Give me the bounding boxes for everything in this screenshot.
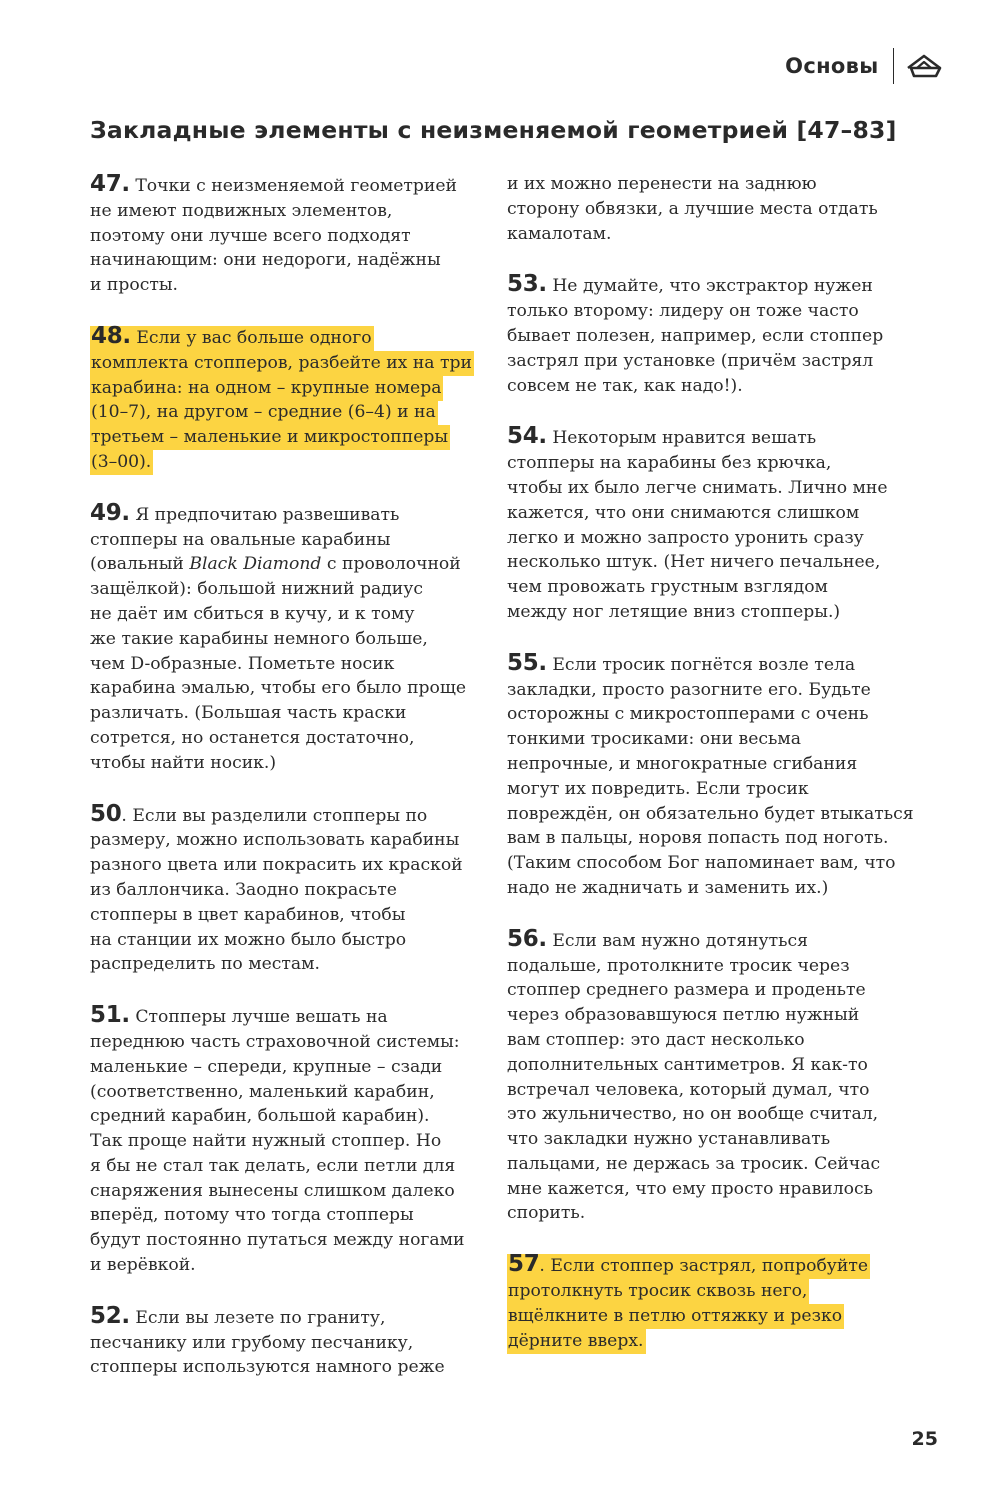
tip-text: и их можно перенести на заднюю — [507, 174, 817, 194]
text-line — [90, 1179, 490, 1204]
right-column — [507, 172, 914, 1379]
text-line — [90, 376, 490, 401]
tip-text: камалотам. — [507, 223, 612, 244]
text-line — [507, 678, 907, 703]
text-line — [90, 1104, 490, 1129]
numbered-tip — [507, 927, 907, 1227]
text-line — [90, 701, 490, 726]
tip-text: вам в пальцы, норовя попасть под ноготь. — [507, 828, 889, 849]
numbered-tip — [507, 649, 914, 901]
tip-text: же такие карабины немного больше, — [90, 628, 428, 649]
numbered-tip — [507, 272, 907, 398]
tip-text: Если тросик погнётся возле тела — [546, 654, 856, 675]
text-line — [90, 1080, 490, 1105]
tip-text: маленькие – спереди, крупные – сзади — [90, 1056, 443, 1077]
page-number: 25 — [911, 1428, 938, 1450]
tip-number: 47. — [90, 171, 130, 197]
tip-text: кажется, что они снимаются слишком — [507, 502, 860, 523]
tip-text: распределить по местам. — [90, 954, 320, 975]
numbered-tip — [507, 1252, 907, 1353]
tip-text: протолкнуть тросик сквозь него, — [508, 1281, 808, 1302]
tip-text: стопперы в цвет карабинов, чтобы — [90, 904, 406, 925]
text-line — [507, 802, 914, 827]
text-line — [507, 526, 907, 551]
tip-text: через образовавшуюся петлю нужный — [507, 1005, 860, 1026]
text-line — [507, 1252, 907, 1279]
tip-text: комплекта стопперов, разбейте их на три — [91, 352, 472, 373]
text-line — [90, 726, 490, 751]
text-line — [90, 1304, 490, 1331]
text-line — [507, 702, 907, 727]
left-column — [90, 172, 490, 1406]
tip-text: третьем – маленькие и микростопперы — [91, 427, 449, 448]
tip-text: (Таким способом Бог напоминает вам, что — [507, 853, 896, 874]
text-line — [507, 752, 907, 777]
text-line — [507, 851, 907, 876]
text-line — [507, 727, 907, 752]
tip-number: 53. — [507, 271, 547, 298]
running-header — [785, 48, 942, 84]
tip-number: 48. — [91, 322, 131, 349]
tip-text: сторону обвязки, а лучшие места отдать — [507, 198, 878, 219]
tip-number: 51. — [90, 1002, 130, 1029]
text-line — [90, 903, 490, 928]
tip-number: 56. — [507, 925, 547, 952]
text-line — [90, 602, 490, 627]
tip-text: подальше, протолкните тросик через — [507, 955, 850, 976]
tip-number: 50 — [90, 800, 122, 827]
tip-text: вперёд, потому что тогда стопперы — [90, 1205, 414, 1226]
tip-text: будут постоянно путаться между ногами — [90, 1230, 465, 1251]
tip-number: 57 — [508, 1251, 540, 1278]
tip-text: карабина эмалью, чтобы его было проще — [90, 678, 467, 699]
text-line — [507, 1152, 907, 1177]
page-title: Закладные элементы с неизменяемой геометрией [47–83] — [90, 116, 897, 144]
tip-text: это жульничество, но он вообще считал, — [507, 1104, 879, 1125]
tip-text: повреждён, он обязательно будет втыкаться — [507, 803, 914, 824]
text-line — [90, 928, 490, 953]
tip-text: чтобы их было легче снимать. Лично мне — [507, 477, 888, 498]
text-line — [507, 550, 907, 575]
text-line — [90, 400, 490, 425]
text-line — [507, 600, 907, 625]
text-line — [90, 224, 490, 249]
text-line — [90, 1203, 490, 1228]
tip-text: . Если вы разделили стопперы по — [121, 805, 428, 826]
tip-text: сотрется, но останется достаточно, — [90, 727, 415, 748]
header-divider — [893, 48, 895, 84]
tip-text: (соответственно, маленький карабин, — [90, 1081, 435, 1102]
text-line — [90, 1030, 490, 1055]
text-line — [90, 1003, 490, 1030]
tip-text: чтобы найти носик.) — [90, 752, 277, 773]
numbered-tip — [507, 172, 907, 246]
numbered-tip — [90, 501, 490, 776]
tip-text: осторожны с микростопперами с очень — [507, 704, 869, 725]
text-line — [90, 676, 490, 701]
text-line — [507, 324, 907, 349]
text-line — [90, 802, 490, 829]
tip-text: . Если стоппер застрял, попробуйте — [539, 1256, 869, 1277]
text-line — [90, 425, 490, 450]
tip-text: из баллончика. Заодно покрасьте — [90, 879, 397, 900]
text-line — [90, 1129, 490, 1154]
text-line — [507, 197, 907, 222]
tip-text: не даёт им сбиться в кучу, и к тому — [90, 603, 415, 624]
tip-text: Если вы лезете по граниту, — [129, 1307, 386, 1328]
tip-number: 55. — [507, 649, 547, 676]
tip-text: Так проще найти нужный стоппер. Но — [90, 1131, 442, 1152]
text-line — [507, 1177, 907, 1202]
text-line — [507, 927, 907, 954]
tip-text: дёрните вверх. — [508, 1330, 644, 1351]
tip-text: вщёлкните в петлю оттяжку и резко — [508, 1305, 843, 1326]
tip-text: стоппер среднего размера и проденьте — [507, 980, 866, 1001]
text-line — [507, 222, 907, 247]
section-name: Основы — [785, 54, 879, 78]
tip-text: я бы не стал так делать, если петли для — [90, 1155, 456, 1176]
text-line — [507, 651, 907, 678]
tip-number: 52. — [90, 1302, 130, 1329]
text-line — [90, 501, 490, 528]
text-line — [507, 1028, 907, 1053]
tip-text: (3–00). — [91, 451, 152, 472]
tip-text: Стопперы лучше вешать на — [129, 1007, 388, 1028]
text-line — [507, 451, 907, 476]
text-line — [507, 1201, 907, 1226]
tip-text: и верёвкой. — [90, 1255, 196, 1276]
tip-text: стопперы на карабины без крючка, — [507, 453, 832, 474]
tip-text: Я предпочитаю развешивать — [129, 504, 400, 525]
text-line — [507, 1304, 907, 1329]
tip-text: бывает полезен, например, если стоппер — [507, 325, 884, 346]
tip-text: могут их повредить. Если тросик — [507, 778, 809, 799]
text-line — [90, 450, 490, 475]
text-line — [507, 575, 907, 600]
text-line — [90, 273, 490, 298]
text-line — [90, 199, 490, 224]
text-line — [507, 1003, 907, 1028]
tip-text: пальцами, не держась за тросик. Сейчас — [507, 1153, 881, 1174]
text-line — [90, 1253, 490, 1278]
tip-text: средний карабин, большой карабин). — [90, 1106, 430, 1127]
tip-text: надо не жадничать и заменить их.) — [507, 877, 829, 898]
text-line — [90, 751, 490, 776]
tip-text: Если у вас больше одного — [130, 327, 372, 348]
tip-text: карабина: на одном – крупные номера — [91, 377, 442, 398]
text-line — [507, 826, 907, 851]
text-line — [90, 1228, 490, 1253]
text-line — [507, 349, 907, 374]
text-line — [507, 777, 907, 802]
text-line — [90, 577, 490, 602]
tip-text: стопперы используются намного реже — [90, 1357, 445, 1378]
text-line — [507, 1053, 907, 1078]
text-line — [507, 1102, 907, 1127]
text-line — [507, 1329, 907, 1354]
text-line — [90, 853, 490, 878]
tip-text: Точки с неизменяемой геометрией — [129, 176, 458, 196]
text-line — [507, 1279, 907, 1304]
text-line — [90, 878, 490, 903]
tip-text: на станции их можно было быстро — [90, 929, 407, 950]
text-line — [507, 172, 907, 197]
tip-text: совсем не так, как надо!). — [507, 375, 743, 396]
tip-text: стопперы на овальные карабины — [90, 529, 391, 550]
tip-text: снаряжения вынесены слишком далеко — [90, 1180, 455, 1201]
tip-text: закладки, просто разогните его. Будьте — [507, 679, 871, 700]
tip-text: непрочные, и многократные сгибания — [507, 753, 858, 774]
text-line — [507, 272, 907, 299]
numbered-tip — [507, 424, 907, 624]
text-line — [507, 876, 907, 901]
tip-text: встречал человека, который думал, что — [507, 1079, 870, 1100]
numbered-tip — [90, 1003, 490, 1278]
tip-text: (10–7), на другом – средние (6–4) и на — [91, 402, 436, 423]
tip-text: что закладки нужно устанавливать — [507, 1129, 831, 1150]
tip-text: легко и можно запросто уронить сразу — [507, 527, 864, 548]
text-line — [507, 501, 907, 526]
text-line — [90, 351, 490, 376]
text-line — [90, 528, 490, 553]
tip-text: не имеют подвижных элементов, — [90, 200, 393, 221]
text-line — [90, 828, 490, 853]
tip-text: начинающим: они недороги, надёжны — [90, 250, 441, 271]
text-line — [90, 1331, 490, 1356]
tip-text: тонкими тросиками: они весьма — [507, 729, 801, 750]
tip-number: 54. — [507, 423, 547, 450]
text-line — [507, 954, 907, 979]
tip-text: вам стоппер: это даст несколько — [507, 1029, 805, 1050]
tip-text: Если вам нужно дотянуться — [546, 930, 808, 951]
text-line — [507, 476, 907, 501]
tip-text: (овальный Black Diamond с проволочной — [90, 554, 461, 575]
tip-text: мне кажется, что ему просто нравилось — [507, 1178, 873, 1199]
text-line — [90, 627, 490, 652]
tip-text: чем провожать грустным взглядом — [507, 577, 828, 598]
mountain-logo-icon — [906, 52, 942, 80]
tip-text: переднюю часть страховочной системы: — [90, 1031, 460, 1052]
tip-number: 49. — [90, 499, 130, 526]
tip-text: и просты. — [90, 275, 179, 296]
text-line — [90, 1055, 490, 1080]
tip-text: несколько штук. (Нет ничего печальнее, — [507, 552, 881, 573]
tip-text: дополнительных сантиметров. Я как-то — [507, 1054, 868, 1075]
tip-text: чем D-образные. Пометьте носик — [90, 653, 395, 674]
tip-text: Не думайте, что экстрактор нужен — [546, 276, 873, 297]
tip-text: размеру, можно использовать карабины — [90, 830, 460, 851]
text-line — [90, 552, 490, 577]
numbered-tip — [90, 324, 490, 475]
text-line — [90, 1355, 490, 1380]
text-line — [507, 1078, 907, 1103]
text-line — [90, 172, 490, 199]
numbered-tip — [90, 1304, 490, 1380]
text-line — [90, 652, 490, 677]
tip-text: спорить. — [507, 1203, 586, 1224]
text-line — [507, 374, 907, 399]
tip-text: Некоторым нравится вешать — [546, 428, 817, 449]
tip-text: защёлкой): большой нижний радиус — [90, 579, 423, 600]
tip-text: различать. (Большая часть краски — [90, 703, 407, 724]
text-line — [507, 299, 907, 324]
text-line — [507, 424, 907, 451]
numbered-tip — [90, 802, 490, 978]
tip-text: между ног летящие вниз стопперы.) — [507, 601, 841, 622]
text-line — [90, 1154, 490, 1179]
text-line — [90, 324, 490, 351]
text-line — [507, 1127, 907, 1152]
numbered-tip — [90, 172, 490, 298]
tip-text: разного цвета или покрасить их краской — [90, 855, 463, 876]
text-line — [507, 978, 907, 1003]
text-line — [90, 248, 490, 273]
tip-text: только второму: лидеру он тоже часто — [507, 301, 859, 322]
tip-text: застрял при установке (причём застрял — [507, 350, 874, 371]
text-line — [90, 952, 490, 977]
tip-text: песчанику или грубому песчанику, — [90, 1332, 414, 1353]
tip-text: поэтому они лучше всего подходят — [90, 225, 411, 246]
